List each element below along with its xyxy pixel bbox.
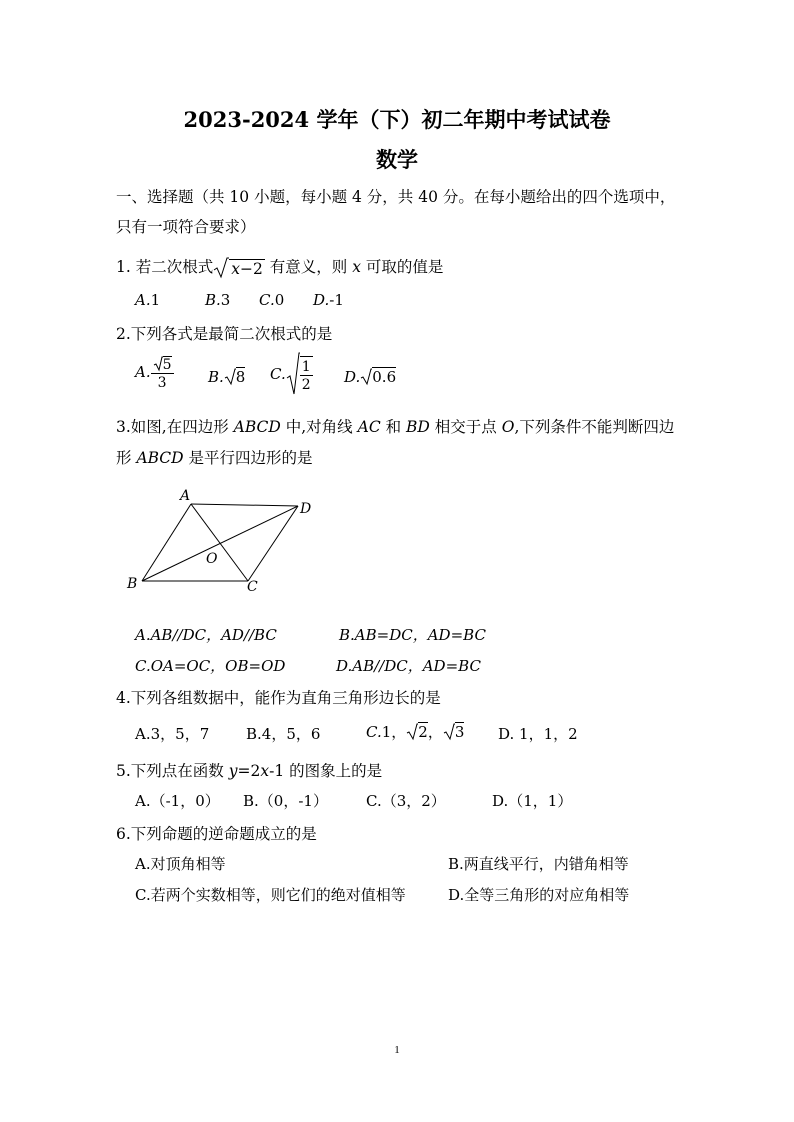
exam-title: 2023-2024 学年（下）初二年期中考试试卷 [183, 107, 611, 132]
sqrt-expression: x−2 [213, 257, 265, 279]
label-a: A [180, 488, 191, 504]
section-heading-line1: 一、选择题（共 10 小题，每小题 4 分，共 40 分。在每小题给出的四个选项中， [116, 188, 676, 206]
q4-option-d[interactable]: D. 1，1，2 [498, 725, 578, 743]
q5-option-b[interactable]: B.（0，-1） [243, 792, 328, 810]
q6-option-d[interactable]: D.全等三角形的对应角相等 [448, 886, 630, 904]
q6-option-b[interactable]: B.两直线平行，内错角相等 [448, 855, 629, 873]
q5-option-a[interactable]: A.（-1，0） [135, 792, 220, 810]
label-b: B [127, 576, 138, 592]
q3-option-d[interactable]: D.AB//DC，AD=BC [336, 657, 481, 675]
q3-option-c[interactable]: C.OA=OC，OB=OD [135, 657, 286, 675]
parallelogram-figure [120, 485, 320, 595]
label-d: D [300, 501, 312, 517]
question-6-stem: 6.下列命题的逆命题成立的是 [116, 825, 317, 843]
question-2-stem: 2.下列各式是最简二次根式的是 [116, 325, 333, 343]
q6-option-c[interactable]: C.若两个实数相等，则它们的绝对值相等 [135, 886, 406, 904]
page-number: 1 [394, 1044, 400, 1056]
q1-option-d[interactable]: D.-1 [313, 291, 344, 309]
q1-option-a[interactable]: A.1 [135, 291, 161, 309]
question-3-stem-line2: 形 ABCD 是平行四边形的是 [116, 449, 313, 467]
label-o: O [206, 551, 218, 567]
q1-option-b[interactable]: B.3 [205, 291, 231, 309]
q5-option-c[interactable]: C.（3，2） [366, 792, 446, 810]
q1-option-c[interactable]: C.0 [259, 291, 285, 309]
section-heading-line2: 只有一项符合要求） [116, 218, 256, 236]
question-4-stem: 4.下列各组数据中，能作为直角三角形边长的是 [116, 689, 441, 707]
q2-option-d[interactable]: D. 0.6 [344, 368, 397, 386]
q3-option-b[interactable]: B.AB=DC，AD=BC [339, 626, 486, 644]
diagonal-ac [191, 504, 248, 581]
q2-option-a[interactable]: A. $\frac{5}{3}$ [135, 357, 172, 391]
q2-option-c[interactable]: C. $\frac{1}{2}$ [270, 352, 313, 396]
q6-option-a[interactable]: A.对顶角相等 [135, 855, 226, 873]
question-1-stem: 1. 若二次根式 x−2 有意义，则 x 可取的值是 [116, 258, 444, 278]
q5-option-d[interactable]: D.（1，1） [492, 792, 573, 810]
label-c: C [247, 579, 258, 595]
question-3-stem-line1: 3.如图,在四边形 ABCD 中,对角线 AC 和 BD 相交于点 O,下列条件不能判断四边 [116, 418, 675, 436]
subject-title: 数学 [376, 147, 418, 172]
q4-option-a[interactable]: A.3，5，7 [135, 725, 210, 743]
side-cd [248, 506, 298, 581]
q4-option-b[interactable]: B.4，5，6 [246, 725, 321, 743]
q3-option-a[interactable]: A.AB//DC，AD//BC [135, 626, 277, 644]
q4-option-c[interactable]: C.1， 2， 3 [366, 723, 465, 741]
side-ad [191, 504, 298, 506]
question-5-stem: 5.下列点在函数 y=2x-1 的图象上的是 [116, 762, 383, 780]
q2-option-b[interactable]: B. 8 [208, 368, 246, 386]
